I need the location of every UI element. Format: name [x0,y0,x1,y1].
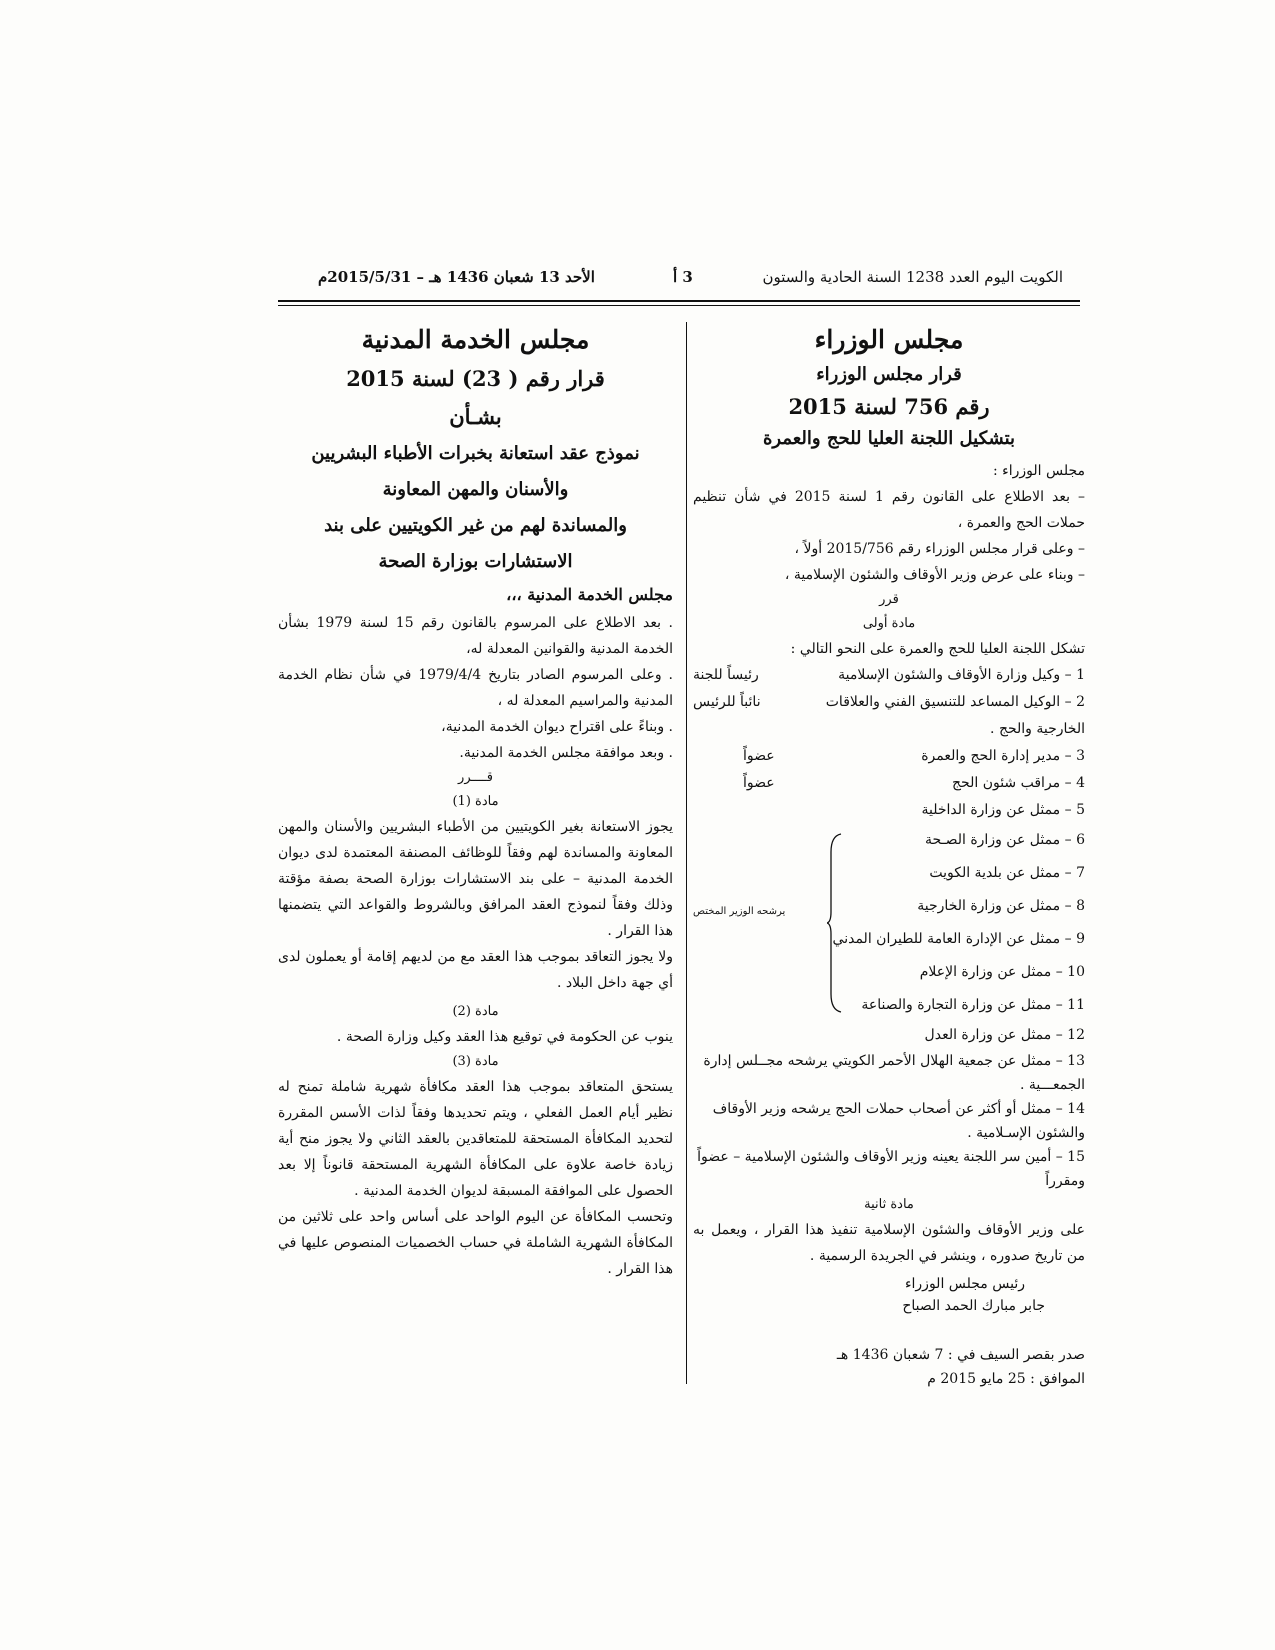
preamble-line: مجلس الوزراء : [992,463,1085,479]
committee-member: 10 – ممثل عن وزارة الإعلام [919,964,1085,980]
article-text: وتحسب المكافأة عن اليوم الواحد على أساس واحد على ثلاثين من المكافأة الشهرية الشاملة في حساب الخصميات المنصوص عليها في هذا القرار . [278,1209,673,1277]
article-heading: مادة (2) [452,1004,499,1019]
committee-member: 12 – ممثل عن وزارة العدل [924,1027,1085,1043]
article-text: يستحق المتعاقد بموجب هذا العقد مكافأة شهرية شاملة تمنح له نظير أيام العمل الفعلي ، ويتم تحديدها وفقاً لذات الأسس المقررة لتحديد المكافأة المستحقة للمتعاقدين بالعقد الثاني ولا يجوز منح أية زيادة خاصة علاوة على المكافأة الشهرية المستحقة قانوناً إلا بعد الحصول على الموافقة المسبقة لديوان الخدمة المدنية . [278,1079,673,1199]
issued-date: صدر بقصر السيف في : 7 شعبان 1436 هـ [836,1347,1085,1363]
committee-member: 6 – ممثل عن وزارة الصـحة [924,832,1085,848]
signatory-title: رئيس مجلس الوزراء [904,1276,1025,1292]
preamble-line: – وعلى قرار مجلس الوزراء رقم 2015/756 أولاً ، [794,541,1085,557]
article-heading: مادة أولى [862,616,916,631]
committee-member: 14 – ممثل أو أكثر عن أصحاب حملات الحج يرشحه وزير الأوقاف والشئون الإسـلامية . [712,1101,1085,1141]
subject-line: والمساندة لهم من غير الكويتيين على بند [324,515,627,536]
committee-member: 13 – ممثل عن جمعية الهلال الأحمر الكويتي يرشحه مجــلس إدارة الجمعـــية . [703,1053,1085,1093]
committee-member: 15 – أمين سر اللجنة يعينه وزير الأوقاف والشئون الإسلامية – عضواً ومقرراً [697,1149,1085,1189]
article-intro: تشكل اللجنة العليا للحج والعمرة على النحو التالي : [790,641,1085,657]
preamble-line: – بعد الاطلاع على القانون رقم 1 لسنة 2015 في شأن تنظيم حملات الحج والعمرة ، [693,489,1086,531]
page-header [318,268,1063,294]
header-rule-thin [278,305,1080,306]
decided-heading: قرر [879,592,899,607]
committee-member: 4 – مراقب شئون الحج عضواً [693,770,1085,797]
gregorian-date: الموافق : 25 مايو 2015 م [927,1371,1085,1387]
bracket-note: يرشحه الوزير المختص [693,906,786,917]
committee-member: 3 – مدير إدارة الحج والعمرة عضواً [693,743,1085,770]
article-heading: مادة (1) [452,794,499,809]
header-rule-thick [278,300,1080,302]
header-page-number: 3 أ [673,268,693,286]
cabinet-decree-label: قرار مجلس الوزراء [816,364,962,385]
article-text: يجوز الاستعانة بغير الكويتيين من الأطباء البشريين والأسنان والمهن المعاونة والمساندة لهم وفقاً للوظائف المصنفة المعتمدة لدى ديوان الخدمة المدنية – على بند الاستشارات بوزارة الصحة بصفة مؤقتة وذلك وفقاً لنموذج العقد المرافق وبالشروط والقواعد التي يتضمنها هذا القرار . [278,819,673,939]
civil-service-title: مجلس الخدمة المدنية [361,325,590,354]
civil-service-decree-column [278,320,673,1282]
regarding-label: بشـأن [449,404,502,429]
committee-member: 11 – ممثل عن وزارة التجارة والصناعة [861,997,1085,1013]
preamble-line: . وبناءً على اقتراح ديوان الخدمة المدنية، [441,719,673,735]
article-heading: مادة (3) [452,1054,499,1069]
cabinet-title: مجلس الوزراء [814,325,964,354]
article-text: ولا يجوز التعاقد بموجب هذا العقد مع من لديهم إقامة أو يعملون لدى أي جهة داخل البلاد . [278,949,673,991]
cabinet-decree-subject: بتشكيل اللجنة العليا للحج والعمرة [762,428,1016,449]
preamble-line: . بعد الاطلاع على المرسوم بالقانون رقم 15 لسنة 1979 بشأن الخدمة المدنية والقوانين المعدلة له، [278,615,674,657]
preamble-line: – وبناء على عرض وزير الأوقاف والشئون الإسلامية ، [784,567,1085,583]
header-issue: الكويت اليوم العدد 1238 السنة الحادية والستون [762,268,1063,286]
cabinet-decree-number: رقم 756 لسنة 2015 [788,394,990,419]
committee-member: 9 – ممثل عن الإدارة العامة للطيران المدني [832,931,1085,947]
curly-brace-icon [827,832,845,1014]
nominated-members-group [693,824,1085,1022]
header-date: الأحد 13 شعبان 1436 هـ – 2015/5/31م [318,268,595,286]
signature-block [693,1273,1085,1317]
article-text: ينوب عن الحكومة في توقيع هذا العقد وكيل وزارة الصحة . [336,1029,673,1045]
preamble-line: . وعلى المرسوم الصادر بتاريخ 1979/4/4 في شأن نظام الخدمة المدنية والمراسيم المعدلة له ، [278,667,673,709]
decided-heading: قــــرر [458,770,493,785]
issue-date-block [693,1343,1085,1391]
signatory-name: جابر مبارك الحمد الصباح [902,1298,1045,1314]
committee-member: 7 – ممثل عن بلدية الكويت [929,865,1085,881]
preamble-line: . وبعد موافقة مجلس الخدمة المدنية. [459,745,673,761]
committee-member: 5 – ممثل عن وزارة الداخلية [921,802,1085,818]
committee-member: 8 – ممثل عن وزارة الخارجية [917,898,1085,914]
member-role: نائباً للرئيس [693,694,761,710]
cabinet-decree-column [693,320,1085,1391]
civil-service-decree-number: قرار رقم ( 23) لسنة 2015 [346,366,605,391]
committee-member: 1 – وكيل وزارة الأوقاف والشئون الإسلامية رئيساً للجنة [693,662,1085,689]
subject-line: والأسنان والمهن المعاونة [382,479,569,500]
column-divider [686,322,687,1384]
article-heading: مادة ثانية [864,1197,914,1212]
committee-member: 2 – الوكيل المساعد للتنسيق الفني والعلاقات الخارجية والحج . نائباً للرئيس [693,689,1085,743]
member-role: عضواً [743,775,775,791]
subject-line: الاستشارات بوزارة الصحة [378,551,573,572]
article-text: على وزير الأوقاف والشئون الإسلامية تنفيذ هذا القرار ، ويعمل به من تاريخ صدوره ، وينشر في الجريدة الرسمية . [693,1222,1085,1264]
member-role: رئيساً للجنة [693,667,759,683]
council-heading: مجلس الخدمة المدنية ،،، [506,585,673,604]
subject-line: نموذج عقد استعانة بخبرات الأطباء البشريين [311,443,640,464]
member-role: عضواً [743,748,775,764]
